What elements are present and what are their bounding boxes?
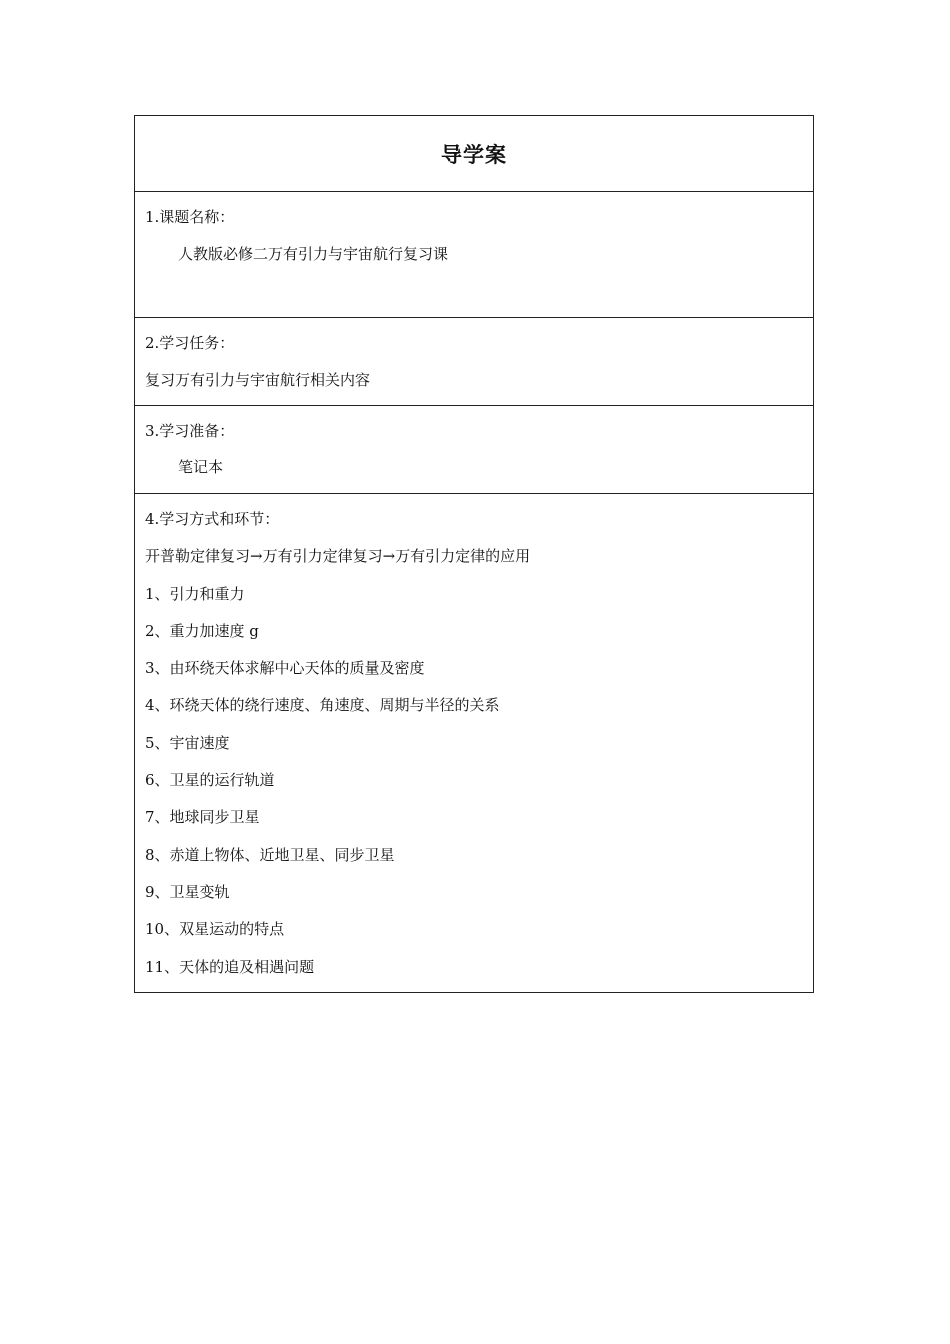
- list-item: 11、天体的追及相遇问题: [145, 957, 315, 976]
- study-guide-table: [134, 115, 814, 993]
- list-item: 7、地球同步卫星: [145, 808, 260, 827]
- section-method: [135, 494, 813, 992]
- list-item: 3、由环绕天体求解中心天体的质量及密度: [145, 659, 425, 678]
- list-item: 5、宇宙速度: [145, 733, 230, 752]
- section-method-heading: 4.学习方式和环节：: [145, 510, 280, 528]
- list-item: 10、双星运动的特点: [145, 920, 285, 939]
- list-item: 4、环绕天体的绕行速度、角速度、周期与半径的关系: [145, 696, 500, 715]
- section-topic-content: 人教版必修二万有引力与宇宙航行复习课: [178, 245, 449, 263]
- section-task-heading: 2.学习任务：: [145, 334, 235, 352]
- title-row: [135, 116, 813, 192]
- list-item: 2、重力加速度 g: [145, 621, 259, 640]
- list-item: 8、赤道上物体、近地卫星、同步卫星: [145, 845, 395, 864]
- section-method-flow: 开普勒定律复习→万有引力定律复习→万有引力定律的应用: [145, 547, 531, 566]
- page-title: 导学案: [441, 142, 507, 167]
- section-topic: [135, 192, 813, 318]
- list-item: 6、卫星的运行轨道: [145, 771, 275, 790]
- list-item: 1、引力和重力: [145, 584, 245, 603]
- section-topic-heading: 1.课题名称：: [145, 208, 235, 226]
- section-preparation-content: 笔记本: [178, 458, 224, 476]
- list-item: 9、卫星变轨: [145, 882, 230, 901]
- section-task: [135, 318, 813, 406]
- section-preparation-heading: 3.学习准备：: [145, 422, 235, 440]
- section-preparation: [135, 406, 813, 494]
- section-task-content: 复习万有引力与宇宙航行相关内容: [145, 371, 371, 389]
